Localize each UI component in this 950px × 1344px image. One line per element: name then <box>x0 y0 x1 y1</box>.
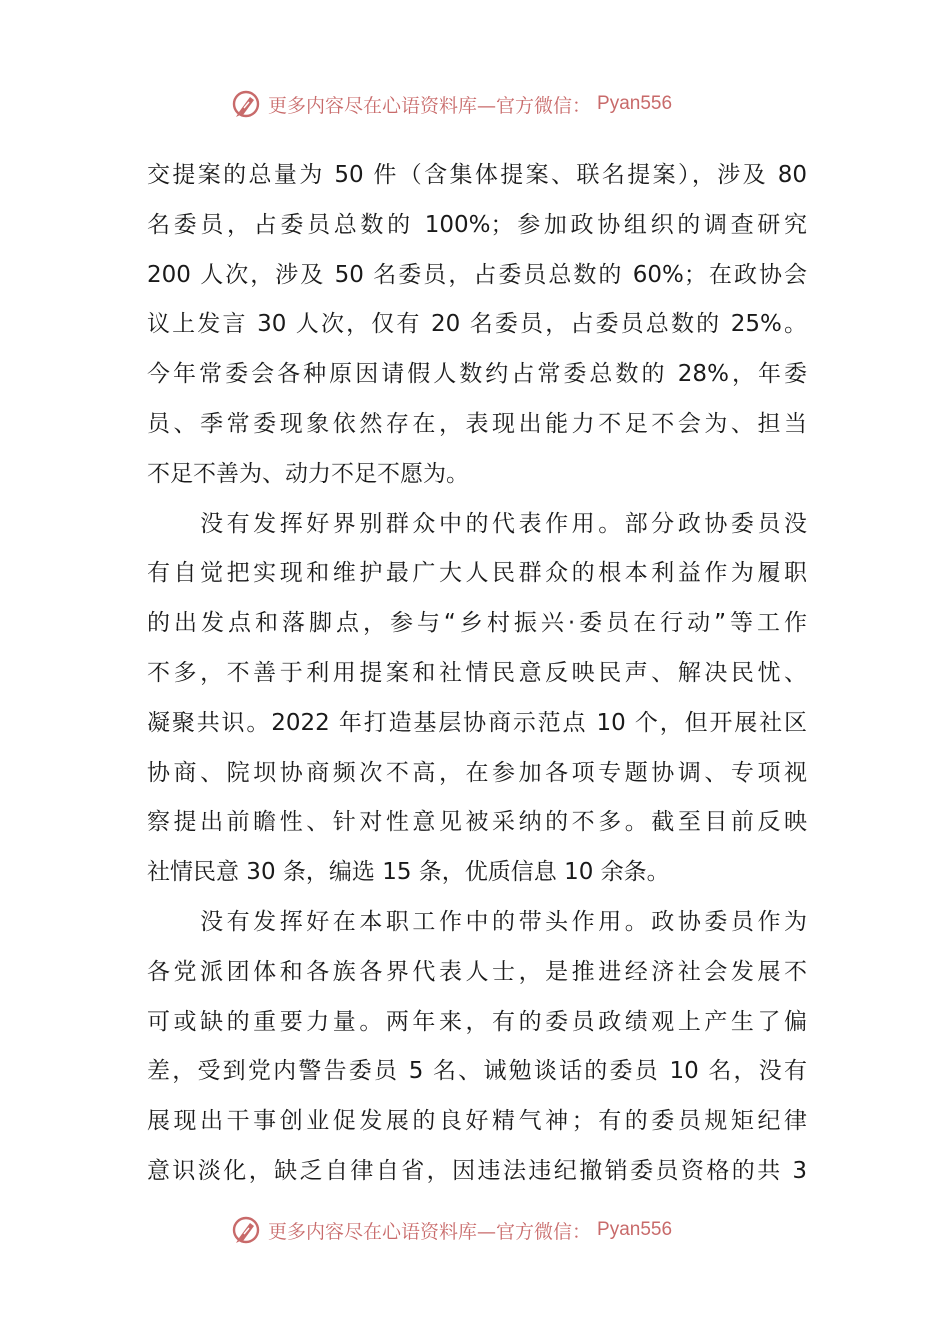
text-line: 交提案的总量为 50 件（含集体提案、联名提案），涉及 80 <box>147 162 807 188</box>
text-line: 议上发言 30 人次，仅有 20 名委员，占委员总数的 25%。 <box>147 311 807 338</box>
text-line: 差，受到党内警告委员 5 名、诫勉谈话的委员 10 名，没有 <box>147 1058 807 1085</box>
header-watermark <box>230 86 672 122</box>
text-line: 没有发挥好在本职工作中的带头作用。政协委员作为 <box>147 908 807 935</box>
text-line: 名委员，占委员总数的 100%；参加政协组织的调查研究 <box>147 211 807 238</box>
watermark-wechat-id: Pyan556 <box>597 1219 673 1240</box>
text-line: 的出发点和落脚点，参与“乡村振兴·委员在行动”等工作 <box>147 610 807 637</box>
pen-nib-circle-icon <box>230 1214 262 1246</box>
text-line: 可或缺的重要力量。两年来，有的委员政绩观上产生了偏 <box>147 1008 807 1035</box>
text-line: 社情民意 30 条，编选 15 条，优质信息 10 余条。 <box>147 859 670 886</box>
text-line: 有自觉把实现和维护最广大人民群众的根本利益作为履职 <box>147 560 807 587</box>
body-text <box>147 151 807 1197</box>
footer-watermark <box>230 1212 672 1248</box>
text-line: 意识淡化，缺乏自律自省，因违法违纪撤销委员资格的共 3 <box>147 1157 807 1184</box>
pen-nib-circle-icon <box>230 88 262 120</box>
text-line: 各党派团体和各族各界代表人士，是推进经济社会发展不 <box>147 958 807 985</box>
text-line: 没有发挥好界别群众中的代表作用。部分政协委员没 <box>147 510 807 537</box>
text-line: 察提出前瞻性、针对性意见被采纳的不多。截至目前反映 <box>147 809 807 836</box>
watermark-wechat-id: Pyan556 <box>597 93 673 114</box>
watermark-text: 更多内容尽在心语资料库—官方微信： <box>268 1220 592 1243</box>
text-line: 协商、院坝协商频次不高，在参加各项专题协调、专项视 <box>147 759 807 786</box>
text-line: 展现出干事创业促发展的良好精气神；有的委员规矩纪律 <box>147 1108 807 1135</box>
text-line: 不足不善为、动力不足不愿为。 <box>147 460 469 487</box>
text-line: 今年常委会各种原因请假人数约占常委总数的 28%，年委 <box>147 361 807 388</box>
text-line: 员、季常委现象依然存在，表现出能力不足不会为、担当 <box>147 410 807 437</box>
text-line: 200 人次，涉及 50 名委员，占委员总数的 60%；在政协会 <box>147 261 807 288</box>
text-line: 凝聚共识。2022 年打造基层协商示范点 10 个，但开展社区 <box>147 709 807 736</box>
watermark-text: 更多内容尽在心语资料库—官方微信： <box>268 94 592 117</box>
text-line: 不多，不善于利用提案和社情民意反映民声、解决民忧、 <box>147 659 807 686</box>
